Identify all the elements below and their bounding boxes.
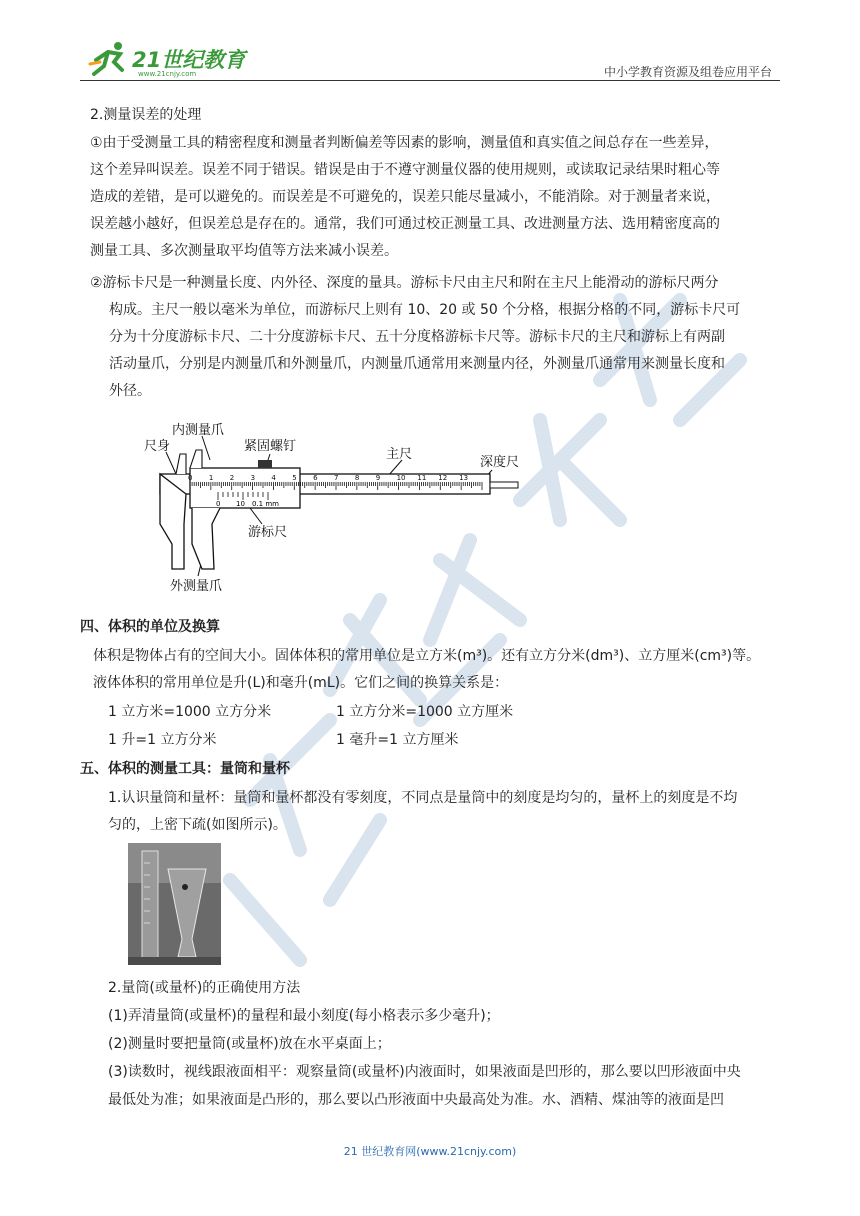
main-scale-number: 5 (292, 474, 297, 482)
label-vernier: 游标尺 (248, 525, 288, 540)
step-item: (2)测量时要把量筒(或量杯)放在水平桌面上； (108, 1036, 391, 1052)
paragraph-line: 体积是物体占有的空间大小。固体体积的常用单位是立方米(m³)。还有立方分米(dm³)、立方厘米(cm³)等。 (93, 648, 761, 664)
label-body: 尺身 (144, 439, 171, 454)
label-main-scale: 主尺 (386, 447, 413, 462)
logo-text: 21世纪教育 (132, 48, 246, 72)
main-scale-number: 8 (354, 474, 360, 482)
cylinder-and-cup-icon (128, 843, 221, 965)
label-depth: 深度尺 (480, 455, 520, 470)
footer-link[interactable]: 21 世纪教育网(www.21cnjy.com) (343, 1145, 517, 1158)
main-scale-number: 4 (271, 474, 276, 482)
vernier-precision: 0.1 mm (252, 500, 279, 508)
paragraph-line: 测量工具、多次测量取平均值等方法来减小误差。 (90, 243, 398, 259)
label-inner-jaw: 内测量爪 (172, 423, 225, 438)
paragraph-line: 造成的差错，是可以避免的。而误差是不可避免的，误差只能尽量减小，不能消除。对于测量者来说， (90, 189, 720, 205)
main-scale-number: 0 (188, 474, 193, 482)
section-title: 2.测量误差的处理 (90, 107, 202, 123)
step-item: (1)弄清量筒(或量杯)的量程和最小刻度(每小格表示多少毫升)； (108, 1008, 500, 1024)
main-scale-number: 10 (396, 474, 406, 482)
section-heading: 四、体积的单位及换算 (80, 619, 220, 635)
paragraph-line: 误差越小越好，但误差总是存在的。通常，我们可通过校正测量工具、改进测量方法、选用精密度高的 (90, 216, 720, 232)
paragraph-line: ①由于受测量工具的精密程度和测量者判断偏差等因素的影响，测量值和真实值之间总存在一些差异， (90, 135, 719, 151)
vernier-zero: 0 (216, 500, 221, 508)
platform-title: 中小学教育资源及组卷应用平台 (603, 65, 772, 79)
main-scale-number: 7 (334, 474, 339, 482)
main-scale-number: 1 (208, 474, 214, 482)
graduated-cylinder-photo (128, 843, 221, 965)
main-scale-number: 12 (438, 474, 448, 482)
label-outer-jaw: 外测量爪 (170, 579, 223, 594)
paragraph-line: 这个差异叫误差。误差不同于错误。错误是由于不遵守测量仪器的使用规则，或读取记录结果时粗心等 (90, 162, 720, 178)
header-divider (80, 80, 780, 81)
vernier-caliper-diagram (140, 414, 530, 604)
paragraph-line: ②游标卡尺是一种测量长度、内外径、深度的量具。游标卡尺由主尺和附在主尺上能滑动的游标尺两分 (90, 275, 719, 291)
paragraph-line: 1.认识量筒和量杯：量筒和量杯都没有零刻度，不同点是量筒中的刻度是均匀的，量杯上的刻度是不均 (108, 790, 738, 806)
logo-url: www.21cnjy.com (138, 70, 197, 78)
vernier-ten: 10 (236, 500, 245, 508)
conversion-item: 1 立方分米=1000 立方厘米 (336, 704, 514, 720)
main-scale-number: 3 (250, 474, 256, 482)
step-item: 最低处为准；如果液面是凸形的，那么要以凸形液面中央最高处为准。水、酒精、煤油等的液面是凹 (108, 1092, 724, 1108)
label-screw: 紧固螺钉 (244, 439, 297, 454)
step-item: (3)读数时，视线跟液面相平：观察量筒(或量杯)内液面时，如果液面是凹形的，那么要以凹形液面中央 (108, 1064, 741, 1080)
paragraph-line: 活动量爪，分别是内测量爪和外测量爪，内测量爪通常用来测量内径，外测量爪通常用来测量长度和 (109, 356, 725, 372)
main-scale-number: 11 (417, 474, 427, 482)
main-scale-number: 6 (313, 474, 318, 482)
paragraph-line: 外径。 (109, 383, 151, 399)
paragraph-line: 液体体积的常用单位是升(L)和毫升(mL)。它们之间的换算关系是： (93, 675, 509, 691)
site-logo[interactable] (88, 40, 258, 82)
main-scale-number: 9 (375, 474, 381, 482)
paragraph-line: 构成。主尺一般以毫米为单位，而游标尺上则有 10、20 或 50 个分格，根据分格的不同，游标卡尺可 (109, 302, 741, 318)
main-scale-number: 13 (459, 474, 469, 482)
runner-logo-icon (88, 40, 132, 80)
paragraph-line: 匀的，上密下疏(如图所示)。 (108, 817, 287, 833)
conversion-item: 1 升=1 立方分米 (108, 732, 217, 748)
subsection-title: 2.量筒(或量杯)的正确使用方法 (108, 980, 301, 996)
conversion-item: 1 毫升=1 立方厘米 (336, 732, 459, 748)
paragraph-line: 分为十分度游标卡尺、二十分度游标卡尺、五十分度格游标卡尺等。游标卡尺的主尺和游标上有两副 (109, 329, 725, 345)
main-scale-number: 2 (229, 474, 235, 482)
conversion-item: 1 立方米=1000 立方分米 (108, 704, 272, 720)
section-heading: 五、体积的测量工具：量筒和量杯 (80, 761, 290, 777)
